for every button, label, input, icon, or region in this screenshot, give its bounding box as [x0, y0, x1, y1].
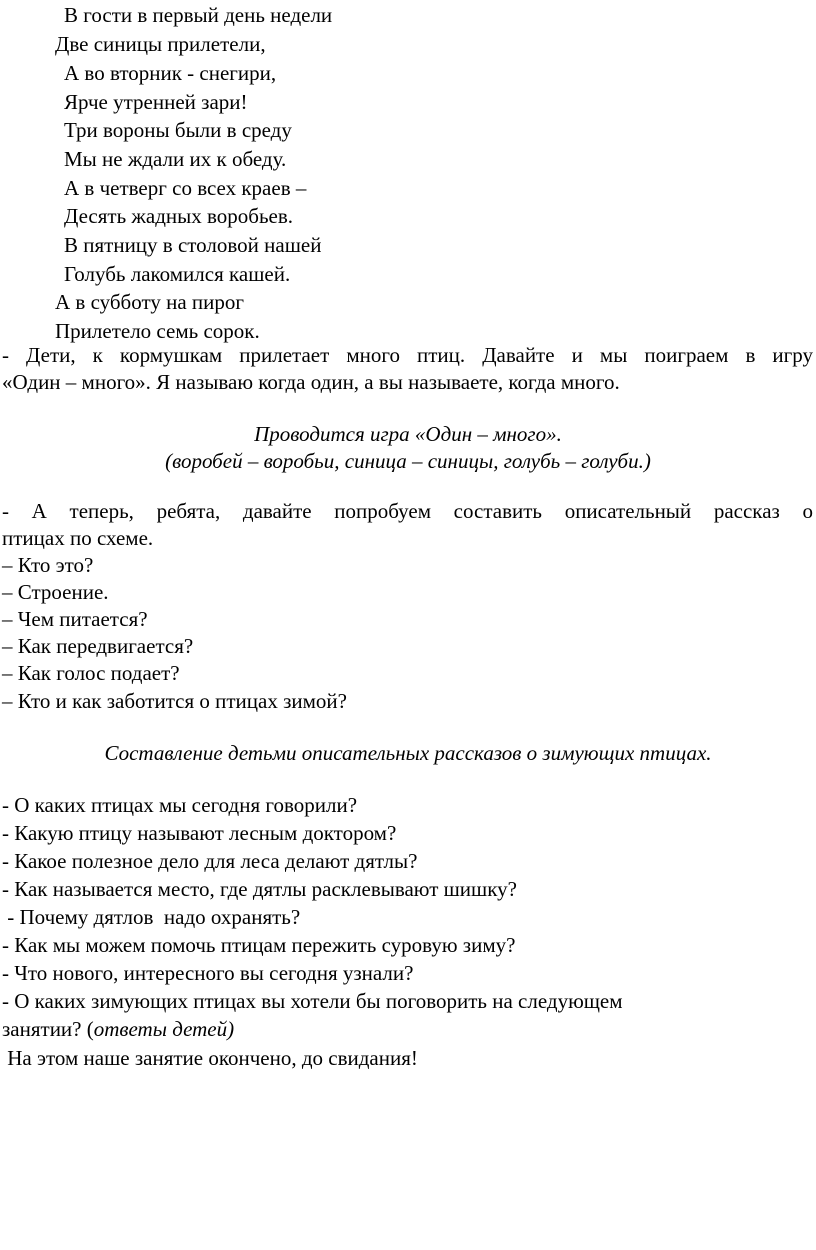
activity-heading: Составление детьми описательных рассказов о зимующих птицах. [104, 741, 712, 765]
game-examples: (воробей – воробьи, синица – синицы, голубь – голуби.) [165, 449, 651, 473]
review-question: - Какую птицу называют лесным доктором? [2, 821, 397, 845]
review-question-end [2, 1016, 234, 1043]
review-question: - О каких зимующих птицах вы хотели бы поговорить на следующем [2, 989, 623, 1013]
poem-line: А в четверг со всех краев – [64, 176, 307, 200]
poem-line: Три вороны были в среду [64, 118, 292, 142]
closing-line: На этом наше занятие окончено, до свидания! [2, 1046, 418, 1070]
scheme-question: – Чем питается? [2, 607, 148, 631]
intro-line-2: «Один – много». Я называю когда один, а вы называете, когда много. [2, 370, 620, 394]
scheme-question: – Кто это? [2, 553, 94, 577]
story-line-1: - А теперь, ребята, давайте попробуем составить описательный рассказ о [2, 499, 813, 523]
poem-line: Голубь лакомился кашей. [64, 262, 291, 286]
children-answers-note: ответы детей) [93, 1017, 235, 1041]
poem-line: Мы не ждали их к обеду. [64, 147, 287, 171]
poem-line: В пятницу в столовой нашей [64, 233, 322, 257]
review-question: - Какое полезное дело для леса делают дятлы? [2, 849, 418, 873]
game-title: Проводится игра «Один – много». [254, 422, 562, 446]
review-question: - Почему дятлов надо охранять? [2, 905, 301, 929]
scheme-question: – Как передвигается? [2, 634, 194, 658]
intro-line-1: - Дети, к кормушкам прилетает много птиц. Давайте и мы поиграем в игру [2, 343, 813, 367]
poem-line: А во вторник - снегири, [64, 61, 277, 85]
poem-line: Ярче утренней зари! [64, 90, 248, 114]
poem-line: Десять жадных воробьев. [64, 204, 294, 228]
scheme-question: – Кто и как заботится о птицах зимой? [2, 689, 347, 713]
poem-line: А в субботу на пирог [55, 290, 244, 314]
scheme-question: – Как голос подает? [2, 661, 180, 685]
review-question: - Как мы можем помочь птицам пережить суровую зиму? [2, 933, 516, 957]
scheme-question: – Строение. [2, 580, 109, 604]
review-question: - О каких птицах мы сегодня говорили? [2, 793, 358, 817]
review-question: - Что нового, интересного вы сегодня узнали? [2, 961, 414, 985]
story-line-2: птицах по схеме. [2, 526, 154, 550]
poem-line: Прилетело семь сорок. [55, 319, 260, 343]
review-question-end-text: занятии? ( [2, 1017, 94, 1041]
review-question: - Как называется место, где дятлы расклевывают шишку? [2, 877, 517, 901]
poem-line: Две синицы прилетели, [55, 32, 266, 56]
poem-line: В гости в первый день недели [64, 3, 333, 27]
